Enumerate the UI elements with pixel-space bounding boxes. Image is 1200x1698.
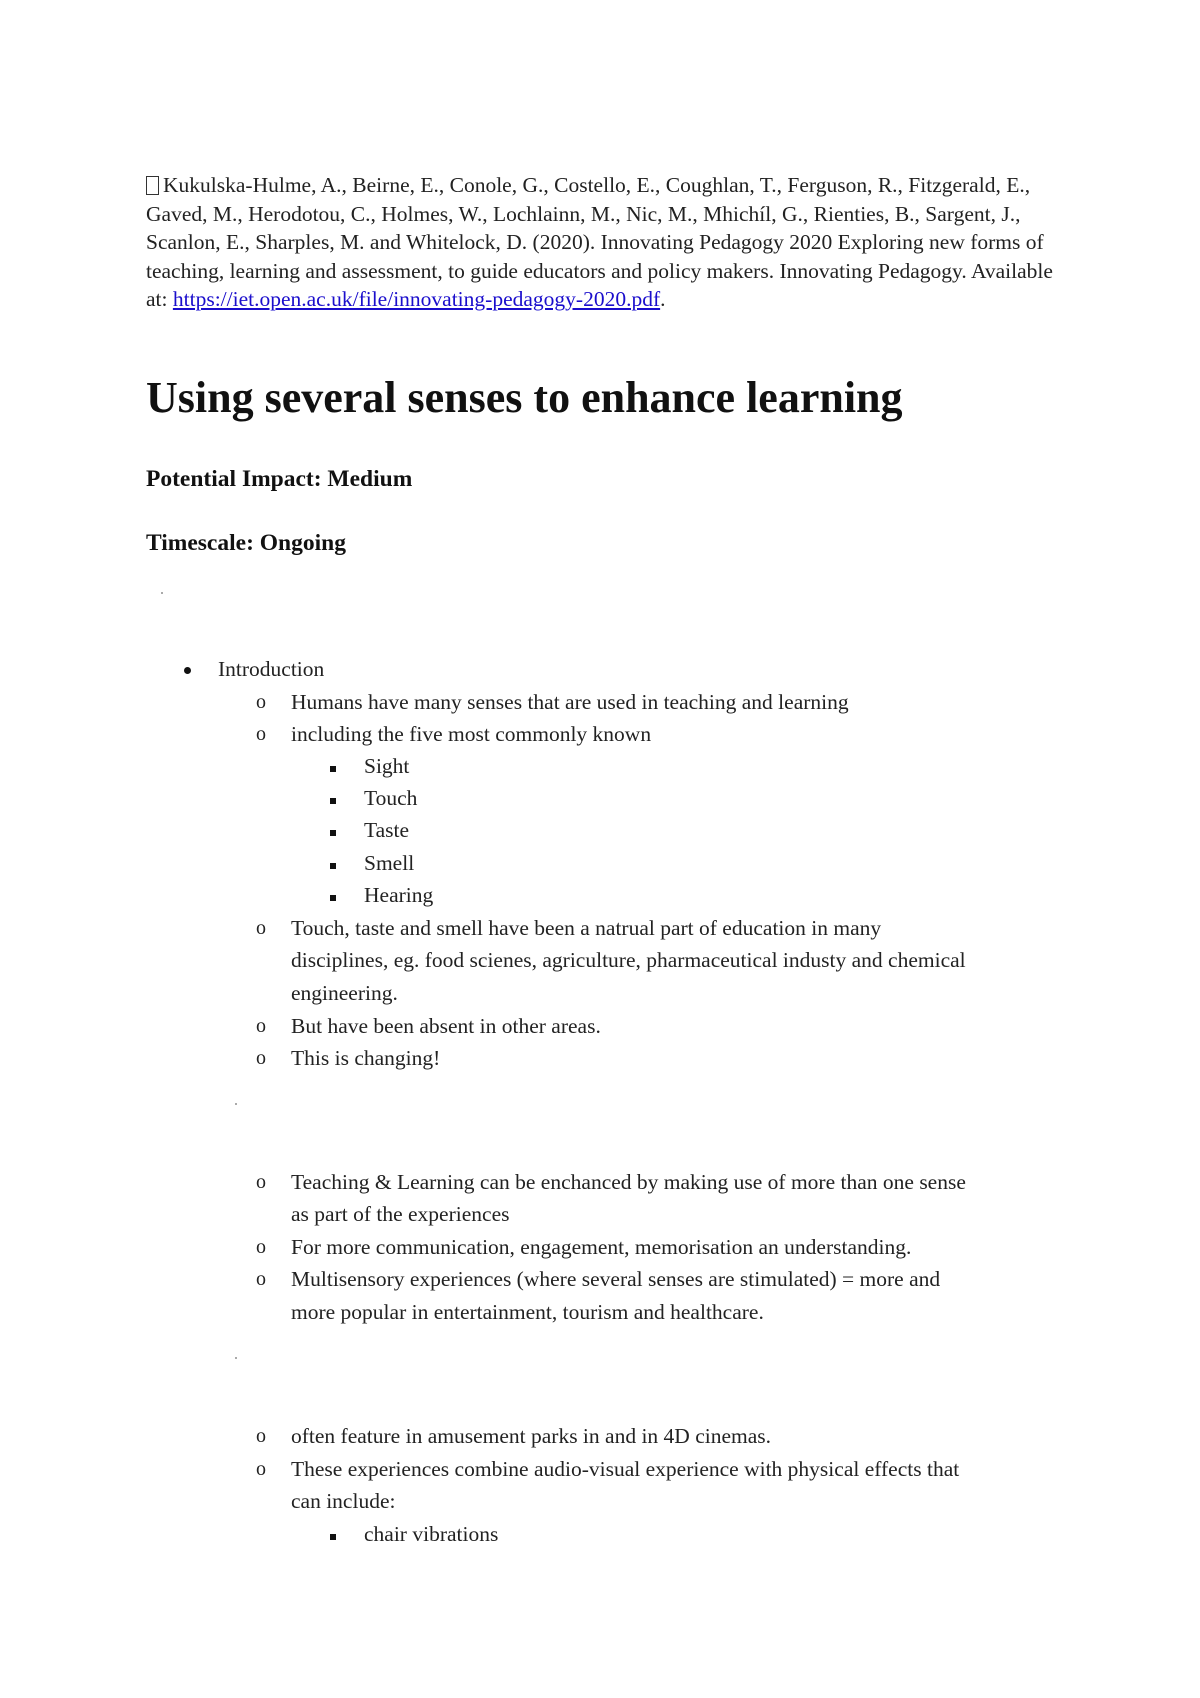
list-item-sense: Touch bbox=[364, 786, 418, 810]
circle-bullet: o bbox=[256, 1236, 266, 1258]
reference-text: Kukulska-Hulme, A., Beirne, E., Conole, G., Costello, E., Coughlan, T., Ferguson, R., Fitzgerald, E., Gaved, M., Herodotou, C., Holmes, W., Lochlainn, M., Nic, M., Mhichíl, G., Rienties, B., Sargent, J., Scanlon, E., Sharples, M. and Whitelock, D. (2020). Innovating Pedagogy 2020 Exploring new forms of teaching, learning and assessment, to guide educators and policy makers. Innovating Pedagogy. Available at: bbox=[146, 173, 1053, 311]
list-item: Teaching & Learning can be enchanced by making use of more than one sense bbox=[291, 1170, 966, 1194]
list-item-sense: Smell bbox=[364, 851, 415, 875]
circle-bullet: o bbox=[256, 723, 266, 745]
square-bullet bbox=[330, 863, 336, 869]
square-bullet bbox=[330, 766, 336, 772]
list-item: Multisensory experiences (where several senses are stimulated) = more and bbox=[291, 1267, 941, 1291]
list-item: But have been absent in other areas. bbox=[291, 1014, 601, 1038]
circle-bullet: o bbox=[256, 1015, 266, 1037]
circle-bullet: o bbox=[256, 1425, 266, 1447]
list-item: These experiences combine audio-visual experience with physical effects that bbox=[291, 1457, 960, 1481]
reference-link[interactable]: https://iet.open.ac.uk/file/innovating-pedagogy-2020.pdf bbox=[172, 287, 661, 311]
list-item: chair vibrations bbox=[364, 1522, 499, 1546]
missing-glyph-icon bbox=[146, 176, 159, 195]
placeholder-dot bbox=[235, 1357, 237, 1359]
list-item: Humans have many senses that are used in teaching and learning bbox=[291, 690, 849, 714]
list-item-continuation: disciplines, eg. food scienes, agriculture, pharmaceutical industy and chemical bbox=[291, 948, 966, 972]
list-item: Touch, taste and smell have been a natrual part of education in many bbox=[291, 916, 882, 940]
placeholder-dot bbox=[161, 592, 163, 594]
square-bullet bbox=[330, 798, 336, 804]
placeholder-dot bbox=[235, 1103, 237, 1105]
circle-bullet: o bbox=[256, 1047, 266, 1069]
list-item-continuation: engineering. bbox=[291, 981, 398, 1005]
timescale: Timescale: Ongoing bbox=[146, 530, 346, 556]
list-item: including the five most commonly known bbox=[291, 722, 652, 746]
square-bullet bbox=[330, 1534, 336, 1540]
list-item-sense: Sight bbox=[364, 754, 410, 778]
circle-bullet: o bbox=[256, 917, 266, 939]
list-item-continuation: more popular in entertainment, tourism and healthcare. bbox=[291, 1300, 764, 1324]
list-item-continuation: can include: bbox=[291, 1489, 396, 1513]
square-bullet bbox=[330, 895, 336, 901]
circle-bullet: o bbox=[256, 691, 266, 713]
list-item-introduction: Introduction bbox=[218, 657, 325, 681]
circle-bullet: o bbox=[256, 1458, 266, 1480]
list-item: For more communication, engagement, memorisation an understanding. bbox=[291, 1235, 912, 1259]
list-item-continuation: as part of the experiences bbox=[291, 1202, 510, 1226]
circle-bullet: o bbox=[256, 1171, 266, 1193]
list-item-sense: Taste bbox=[364, 818, 410, 842]
list-item: This is changing! bbox=[291, 1046, 441, 1070]
disc-bullet bbox=[184, 667, 191, 674]
list-item: often feature in amusement parks in and in 4D cinemas. bbox=[291, 1424, 772, 1448]
circle-bullet: o bbox=[256, 1268, 266, 1290]
reference-citation bbox=[146, 171, 1066, 314]
page-title: Using several senses to enhance learning bbox=[146, 373, 903, 422]
reference-period: . bbox=[660, 287, 666, 311]
potential-impact: Potential Impact: Medium bbox=[146, 466, 413, 492]
list-item-sense: Hearing bbox=[364, 883, 434, 907]
square-bullet bbox=[330, 830, 336, 836]
